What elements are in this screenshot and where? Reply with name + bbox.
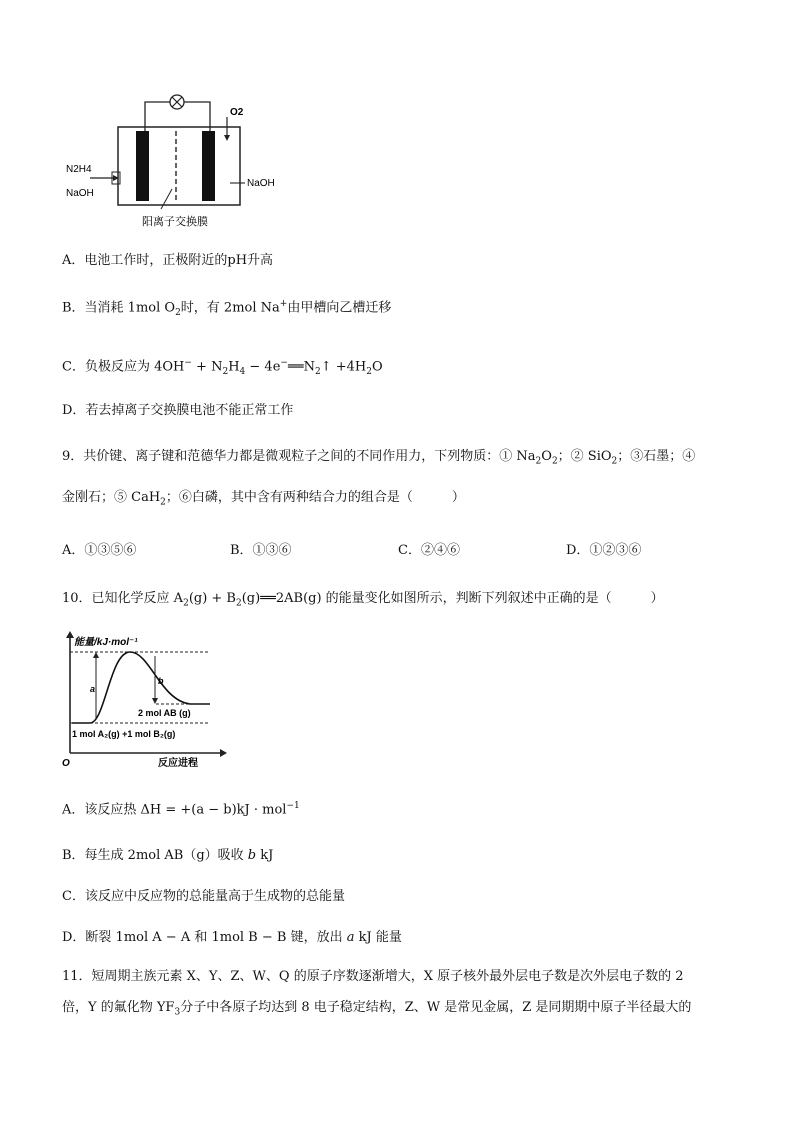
- membrane-caption: 阳离子交换膜: [142, 216, 208, 228]
- label-n2h4: N2H4: [66, 164, 92, 175]
- q9-stem-line2: 金刚石；⑤ CaH$_2$；⑥白磷，其中含有两种结合力的组合是（ ）: [62, 490, 465, 508]
- q9-option-d: D．①②③⑥: [566, 543, 642, 558]
- q10-option-b: B．每生成 2mol AB（g）吸收 b kJ: [62, 848, 274, 863]
- q10-option-d: D．断裂 1mol A − A 和 1mol B − B 键，放出 a kJ 能量: [62, 930, 402, 945]
- energy-diagram: [60, 630, 230, 770]
- label-a: a: [90, 684, 96, 694]
- label-naoh-right: NaOH: [247, 178, 275, 189]
- reactant-label: 1 mol A₂(g) +1 mol B₂(g): [72, 729, 176, 739]
- q9-option-b: B．①③⑥: [230, 543, 292, 558]
- q8-option-a: A．电池工作时，正极附近的pH升高: [62, 253, 274, 268]
- q9-stem-line1: 9．共价键、离子键和范德华力都是微观粒子之间的不同作用力，下列物质：① $Na_2O_2$；② SiO$_2$；③石墨；④: [62, 449, 696, 467]
- q9-option-a: A．①③⑤⑥: [62, 543, 137, 558]
- fuel-cell-diagram: [60, 85, 300, 235]
- q8-option-d: D．若去掉离子交换膜电池不能正常工作: [62, 403, 294, 418]
- label-o2: O2: [230, 107, 244, 118]
- label-b: b: [158, 676, 164, 686]
- product-label: 2 mol AB (g): [138, 708, 191, 718]
- label-naoh-left: NaOH: [66, 188, 94, 199]
- q10-stem: 10．已知化学反应 $A_2(g)$ + $B_2(g)══2AB(g)$ 的能量变化如图所示，判断下列叙述中正确的是（ ）: [62, 591, 664, 609]
- q9-option-c: C．②④⑥: [398, 543, 460, 558]
- energy-axis-label: 能量/kJ·mol⁻¹: [74, 637, 138, 648]
- origin-label: O: [62, 758, 70, 769]
- q8-option-c: C．负极反应为 $4OH^- + N_2H_4$ − $4e^-══N_2↑ +4H_2O$: [62, 358, 383, 377]
- q10-option-a: A．该反应热 ΔH = +(a − b)kJ · mol$^{-1}$: [62, 801, 300, 818]
- q8-option-b: B．当消耗 1mol $O_2$时，有 2mol Na+由甲槽向乙槽迁移: [62, 299, 392, 318]
- q11-stem-line2: 倍，Y 的氟化物 $YF_3$分子中各原子均达到 8 电子稳定结构，Z、W 是常见金属，Z 是同期期中原子半径最大的: [62, 1000, 692, 1018]
- q11-stem-line1: 11．短周期主族元素 X、Y、Z、W、Q 的原子序数逐渐增大，X 原子核外最外层电子数是次外层电子数的 2: [62, 969, 684, 984]
- q10-option-c: C．该反应中反应物的总能量高于生成物的总能量: [62, 889, 345, 904]
- reaction-axis-label: 反应进程: [158, 758, 198, 769]
